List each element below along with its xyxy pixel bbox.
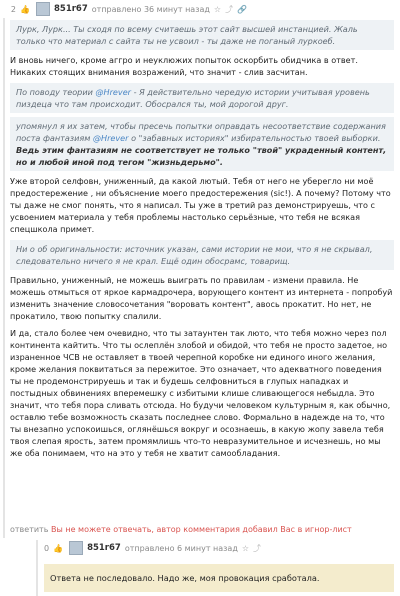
reply-posted[interactable]: отправлено 6 минут назад	[124, 543, 238, 553]
comment-body	[10, 20, 394, 464]
ignore-warning: Вы не можете отвечать, автор комментария добавил Вас в игнор-лист	[50, 525, 352, 534]
thumb-up-icon[interactable]: 👍	[53, 543, 64, 553]
quote-block	[10, 117, 394, 171]
reply-text: Ответа не последовало. Надо же, моя провокация сработала.	[50, 573, 320, 583]
user-mention-link[interactable]: @Hrever	[92, 133, 129, 143]
comment-rating: 2	[10, 4, 16, 14]
comment-paragraph: И вновь ничего, кроме аггро и неуклюжих попыток оскорбить обидчика в ответ. Никаких стоящих внимания возражений, что значит - слив засчитан.	[10, 55, 358, 77]
link-icon[interactable]: 🔗	[237, 4, 248, 14]
reply-text-box	[44, 564, 394, 592]
quote-block	[10, 83, 394, 113]
star-icon[interactable]: ☆	[241, 543, 250, 553]
quote-block	[10, 20, 394, 50]
comment-header	[0, 0, 400, 18]
quote-bold-text: Ведь этим фантазиям не соответствует не только "твой" украденный контент, но и любой иной под тегом "жизньдерьмо".	[16, 145, 387, 167]
share-icon[interactable]: ⤴	[253, 543, 262, 553]
quote-text: о "забавных историях" избирательностью твоей выборки.	[128, 133, 381, 143]
comment-actions	[10, 525, 352, 534]
quote-text: упомянул я их затем, чтобы пресечь попытки оправдать несоответствие содержания поста фантазиям	[16, 121, 386, 143]
star-icon[interactable]: ☆	[213, 4, 222, 14]
quote-text: Ни о об оригинальности: источник указан, сами истории не мои, что я не скрывал, следовательно ничего я не крал. Ещё один обосрамс, товарищ.	[16, 244, 373, 266]
quote-text: По поводу теории	[16, 87, 96, 97]
user-mention-link[interactable]: @Hrever	[95, 87, 132, 97]
quote-text: Лурк, Лурк... Ты сходя по всему считаешь этот сайт высшей инстанцией. Жаль только что материал с сайта ты не усвоил - ты даже не поганый луркоеб.	[16, 24, 358, 46]
thumb-up-icon[interactable]: 👍	[20, 4, 30, 14]
reply-link[interactable]: ответить	[10, 525, 49, 534]
reply-author[interactable]: 851r67	[87, 543, 121, 553]
share-icon[interactable]: ⤴	[225, 4, 234, 14]
comment-paragraph: Уже второй селфовн, униженный, да какой лютый. Тебя от него не уберегло ни моё предостережение , ни объяснение моего предостережения (sic!). А почему? Потому что ты даже не смог понять, что я написал. Ты уже в третий раз демонстрируешь, что с усвоением материала у тебя проблемы настолько серьёзные, что тебя не всякая спецшкола примет.	[10, 176, 391, 234]
reply-header	[44, 540, 394, 556]
quote-block	[10, 240, 394, 270]
avatar[interactable]	[36, 2, 50, 16]
comment-author[interactable]: 851r67	[54, 4, 88, 14]
quote-text: - Я действительно чередую истории учитывая уровень пиздеца что там происходит. Обосрался ты, мой дорогой друг.	[16, 87, 370, 109]
comment-paragraph: И да, стало более чем очевидно, что ты затаунтен так люто, что тебя можно через пол континента кайтить. Что ты ослеплён злобой и обидой, что тебя не просто задетое, но израненное ЧСВ не оставляет в твоей черепной коробке ни единого иного желания, кроме желания поквитаться за пережитое. Это означает, что адекватного поведения ты не продемонстрируешь и так и будешь селфовниться в глупых нападках и постыдных обвинениях вперемешку с избитыми клише сливающегося небыдла. Это значит, что тебя пора сливать отсюда. Но будучи человеком культурным я, как обычно, оставлю тебе возможность сказать последнее слово. Формально в надежде на то, что ты внезапно успокоишься, оглянёшься вокруг и осознаешь, в какую жопу завела тебя твоя слепая ярость, затем промямлишь что-то невразумительное и исчезнешь, но мы же оба понимаем, что на это у тебя не хватит самообладания.	[10, 328, 391, 458]
reply-comment	[44, 540, 394, 596]
thread-line[interactable]	[3, 18, 5, 538]
thread-line[interactable]	[36, 540, 38, 596]
comment-paragraph: Правильно, униженный, не можешь выиграть по правилам - измени правила. Не можешь отмыться от яркое кармадрочера, ворующего контент из интернета - попробуй изменить значение словосочетания "воровать контент", авось прокатит. Но нет, не прокатило, твою попытку спалили.	[10, 275, 393, 321]
comment-posted[interactable]: отправлено 36 минут назад	[91, 4, 210, 14]
reply-rating: 0	[44, 543, 50, 553]
avatar[interactable]	[69, 541, 83, 555]
